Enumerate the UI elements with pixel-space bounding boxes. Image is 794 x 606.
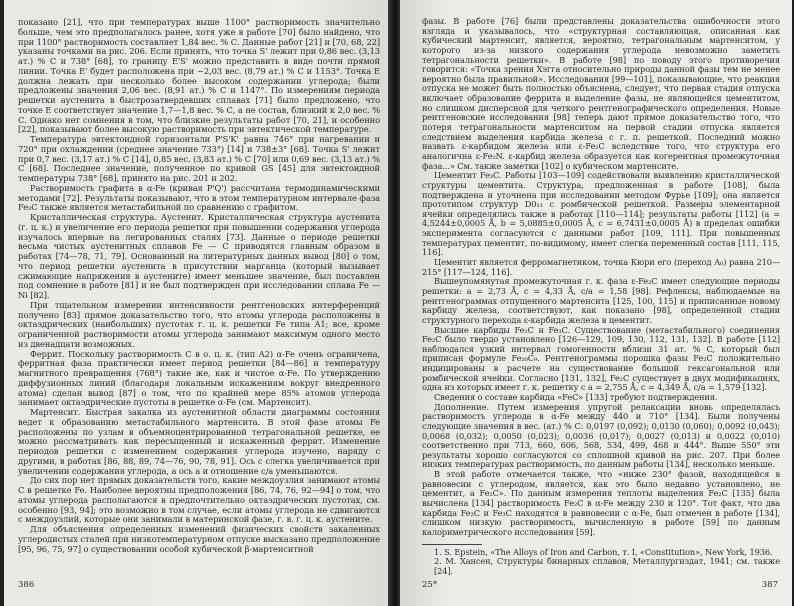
left-page-number: 386 [18, 580, 35, 590]
paragraph: Растворимость графита в α-Fe (кривая P'Q') рассчитана термодинамическими методами [72]. Результаты показывают, что в этом температурном интервале фаза Fe₃C также является метастабильной по сравнению с графитом. [18, 182, 380, 213]
printer-signature: 25* [422, 580, 438, 590]
references-list [422, 548, 780, 577]
paragraph: Для объяснения определенных изменений физических свойств закаленных углеродистых сталей при низкотемпературном отпуске высказано предположение [95, 96, 75, 97] о существовании особой кубической β-мартенситной [18, 524, 380, 554]
paragraph: показано [21], что при температурах выше 1100° растворимость значительно больше, чем это предполагалось ранее, хотя уже в работе [70] было найдено, что при 1100° растворимость составляет 1,84 вес. % С. Данные работ [21] и [70, 68, 22] указаны точками на рис. 206. Если принять, что точка S' лежит при 0,86 вес. (3,13 ат.) % С и 738° [68], то границу E'S' можно представить в виде почти прямой линии. Точка E' будет расположена при ~2,03 вес. (8,79 ат.) % С и 1153°. Точка E должна лежать при несколько более высоком содержании углерода; были предложены значения 2,06 вес. (8,91 ат.) % С и 1147°. По измерениям периода решетки аустенита в быстрозатвердевших сплавах [71] было предложено, что точке E соответствует значение 1,7—1,8 вес. % С, а не состав, близкий к 2,0 вес. % С. Однако нет сомнения в том, что близкие результаты работ [70, 21], и особенно [22], показывают более высокую растворимость при эвтектической температуре. [18, 17, 380, 135]
paragraph: Цементит является ферромагнетиком, точка Кюри его (переход A₀) равна 210—215° [117—124, 116]. [422, 257, 780, 277]
references-rule [422, 544, 482, 545]
paragraph: Высшие карбиды Fe₂C и Fe₃C. Существование (метастабильного) соединения Fe₂C было твердо установлено [126—129, 109, 130, 112, 131, 132]. В работе [112] наблюдался узкий интервал гомогенности вблизи 31 ат. % C, который был приписан формуле Fe₂₀C₉. Рентгенограммы порошка фазы Fe₂C положительно индицированы в расчете на существование большой гексагональной или ромбической ячейки. Согласно [131, 132], Fe₂C существует в двух модификациях, одна из которых имеет г. к. решетку с a = 2,755 Å, c = 4,349 Å, c/a = 1,579 [132]. [422, 324, 780, 393]
right-page-number: 387 [761, 580, 778, 590]
paragraph: Дополнение. Путем измерения упругой релаксации вновь определялась растворимость углерода в α-Fe между 440 и 710° [134]. Были получены следующие значения в вес. (ат.) % C: 0,0197 (0,092); 0,0130 (0,060); 0,0092 (0,043); 0,0068 (0,032); 0,0050 (0,023); 0,0036 (0,017); 0,0027 (0,013) и 0,0022 (0,010) соответственно при 713, 660, 606, 568, 534, 499, 468 и 444°. Выше 550° эти результаты хорошо согласуются со сплошной кривой на рис. 207. При более низких температурах растворимость, по данным работы [134], несколько меньше. [422, 401, 780, 470]
paragraph: Сведения о составе карбида «FeC» [133] требуют подтверждения. [434, 391, 718, 402]
paragraph: фазы. В работе [76] были представлены доказательства ошибочности этого взгляда и указывалось, что «структурная составляющая, описанная как кубический мартенсит, является, вероятно, тетрагональным мартенситом, у которого из-за низкого содержания углерода невозможно заметить тетрагональности решетки». В работе [98] по поводу этого противоречия говорится: «Точка зрения Хэгга относительно природы данной фазы тем не менее вероятно была правильной». Исследования [99—101], показывающие, что реакция отпуска не может быть полностью объяснена, следует, что первая стадия отпуска включает образование феррита и выделение фазы, не являющейся цементитом, но слишком дисперсной для четкого рентгенографического определения. Новые рентгеновские исследования [98] теперь дают прямое доказательство того, что потеря тетрагональности мартенситом на первой стадии отпуска является следствием выделения карбида железа с г. п. решеткой. Последний можно назвать ε-карбидом железа или ε-Fe₂C вследствие того, что структура его аналогична ε-Fe₂N. ε-карбид железа образуется как когерентная промежуточная фаза...» См. также заметки [102] о кубическом мартенсите. [422, 16, 780, 171]
paragraph: При тщательном измерении интенсивности рентгеновских интерференций получено [83] прямое доказательство того, что атомы углерода расположены в октаэдрических (наибольших) пустотах г. ц. к. решетки Fe типа A1; все, кроме ограниченной растворимости атомы углерода занимают максимум одного место из двенадцати возможных. [18, 299, 380, 349]
reference-item: 1. S. Epstein, «The Alloys of Iron and Carbon, т. I, «Constitution», New York, 1936. [434, 546, 773, 557]
right-page-body [422, 17, 780, 577]
paragraph: До сих пор нет прямых доказательств того, какие междоузлия занимают атомы С в решетке Fe. Наиболее вероятны предположения [86, 74, 76, 92—94] о том, что атомы углерода располагаются в предпочтительно октаэдрических пустотах, см. особенно [93, 94]; это возможно в том случае, если атомы углерода не сдвигаются с междоузлий, которые они занимали в материнской фазе, г. в. г. ц. к. аустените. [18, 475, 380, 525]
left-page [4, 0, 390, 606]
paragraph: Феррит. Поскольку растворимость С в о. ц. к. (тип A2) α-Fe очень ограничена, ферритная фаза практически имеет период решетки [84—86] и температуру магнитного превращения (768°) такие же, как и чистое α-Fe. По утверждению диффузионных линий (благодаря локальным искажениям вокруг внедренного атома) сделан вывод [87] о том, что по крайней мере 85% атомов углерода занимает октаэдрические пустоты в решетке α-Fe (см. Мартенсит). [18, 348, 380, 408]
reference-item: 2. М. Хансен, Структуры бинарных сплавов, Металлургиздат, 1941; см. также [24]. [434, 556, 780, 576]
right-page [400, 0, 792, 606]
paragraph: Цементит Fe₃C. Работы [103—109] содействовали выявлению кристаллической структуры цементита. Структура, предложенная в работе [108], была подтверждена и уточнена при исследовании методом Фурье [109]; она является прототипом структур D0₁₁ с ромбической решеткой. Размеры элементарной ячейки определялись также в работах [110—114]; результаты работы [112] (a = 4,5244±0,0005 Å, b = 5,0885±0,0005 Å, c = 6,7431±0,0005 Å) в пределах ошибки эксперимента согласуются с данными работ [109, 111]. При повышенных температурах цементит, по-видимому, имеет слегка переменный состав [111, 115, 116]. [422, 170, 780, 258]
paragraph: Мартенсит. Быстрая закалка из аустенитной области диаграммы состояния ведет к образованию метастабильного мартенсита. В этой фазе атомы Fe расположены по узлам в объемноцентрированной тетрагональной решетке, ее можно рассматривать как пересыщенный и искаженный феррит. Изменение периодов решетки с изменением содержания углерода изучено, наряду с другими, в работах [86, 88, 89, 74—76, 90, 78, 91]. Ось c слегка увеличивается при увеличении содержания углерода, а ось a и отношение c/a уменьшаются. [18, 407, 380, 476]
left-page-body [18, 18, 380, 554]
paragraph: Кристаллическая структура. Аустенит. Кристаллическая структура аустенита (г. ц. к.) и увеличение его периода решетки при повышении содержания углерода изучалось впервые на легированных сталях [73]. Данные о периоде решетки весьма чистых аустенитных сплавов Fe — C приводятся главным образом в работах [74—78, 71, 79]. Основанный на литературных данных вывод [80] о том, что период решетки аустенита в присутствии марганца (который вызывает сжимающие напряжения в аустените) имеет меньшее значение, был поставлен под сомнение в работе [81] и не был подтвержден при исследовании сплава Fe — Ni [82]. [18, 212, 380, 300]
paragraph: Вышеупомянутая промежуточная г. к. фаза ε-Fe₂C имеет следующие периоды решетки: a = 2,73 Å, c = 4,33 Å, c/a = 1,58 [98]. Рефлексы, наблюдаемые на рентгенограммах отпущенного мартенсита [125, 100, 115] и приписанные новому карбиду железа, соответствуют, как показано [98], определенной стадии структурного перехода ε-карбида железа в цементит. [422, 276, 780, 325]
paragraph: В этой работе отмечается также, что «ниже 230° фазой, находящейся в равновесии с углеродом, является, как это было недавно установлено, не цементит, а Fe₂C». По данным измерения теплоты выделения Fe₂C [135] была вычислена [134] растворимость Fe₂C в α-Fe между 230 и 120°. Тот факт, что два карбида Fe₂C и Fe₃C находятся в равновесии с α-Fe, был отмечен в работе [134], слишком низкую растворимость, вычисленную в работе [59] по данным калориметрического исследования [59]. [422, 469, 780, 537]
paragraph: Температура эвтектоидной горизонтали P'S'K' равна 746° при нагревании и 720° при охлаждении (среднее значение 733°) [14] и 738±3° [68]. Точка S' лежит при 0,7 вес. (3,17 ат.) % С [14], 0,85 вес. (3,83 ат.) % С [70] или 0,69 вес. (3,13 ат.) % С [68]. Последнее значение, полученное по кривой GS [45] для эвтектоидной температуры 738° [68], принято на рис. 201 и 202. [18, 134, 380, 183]
